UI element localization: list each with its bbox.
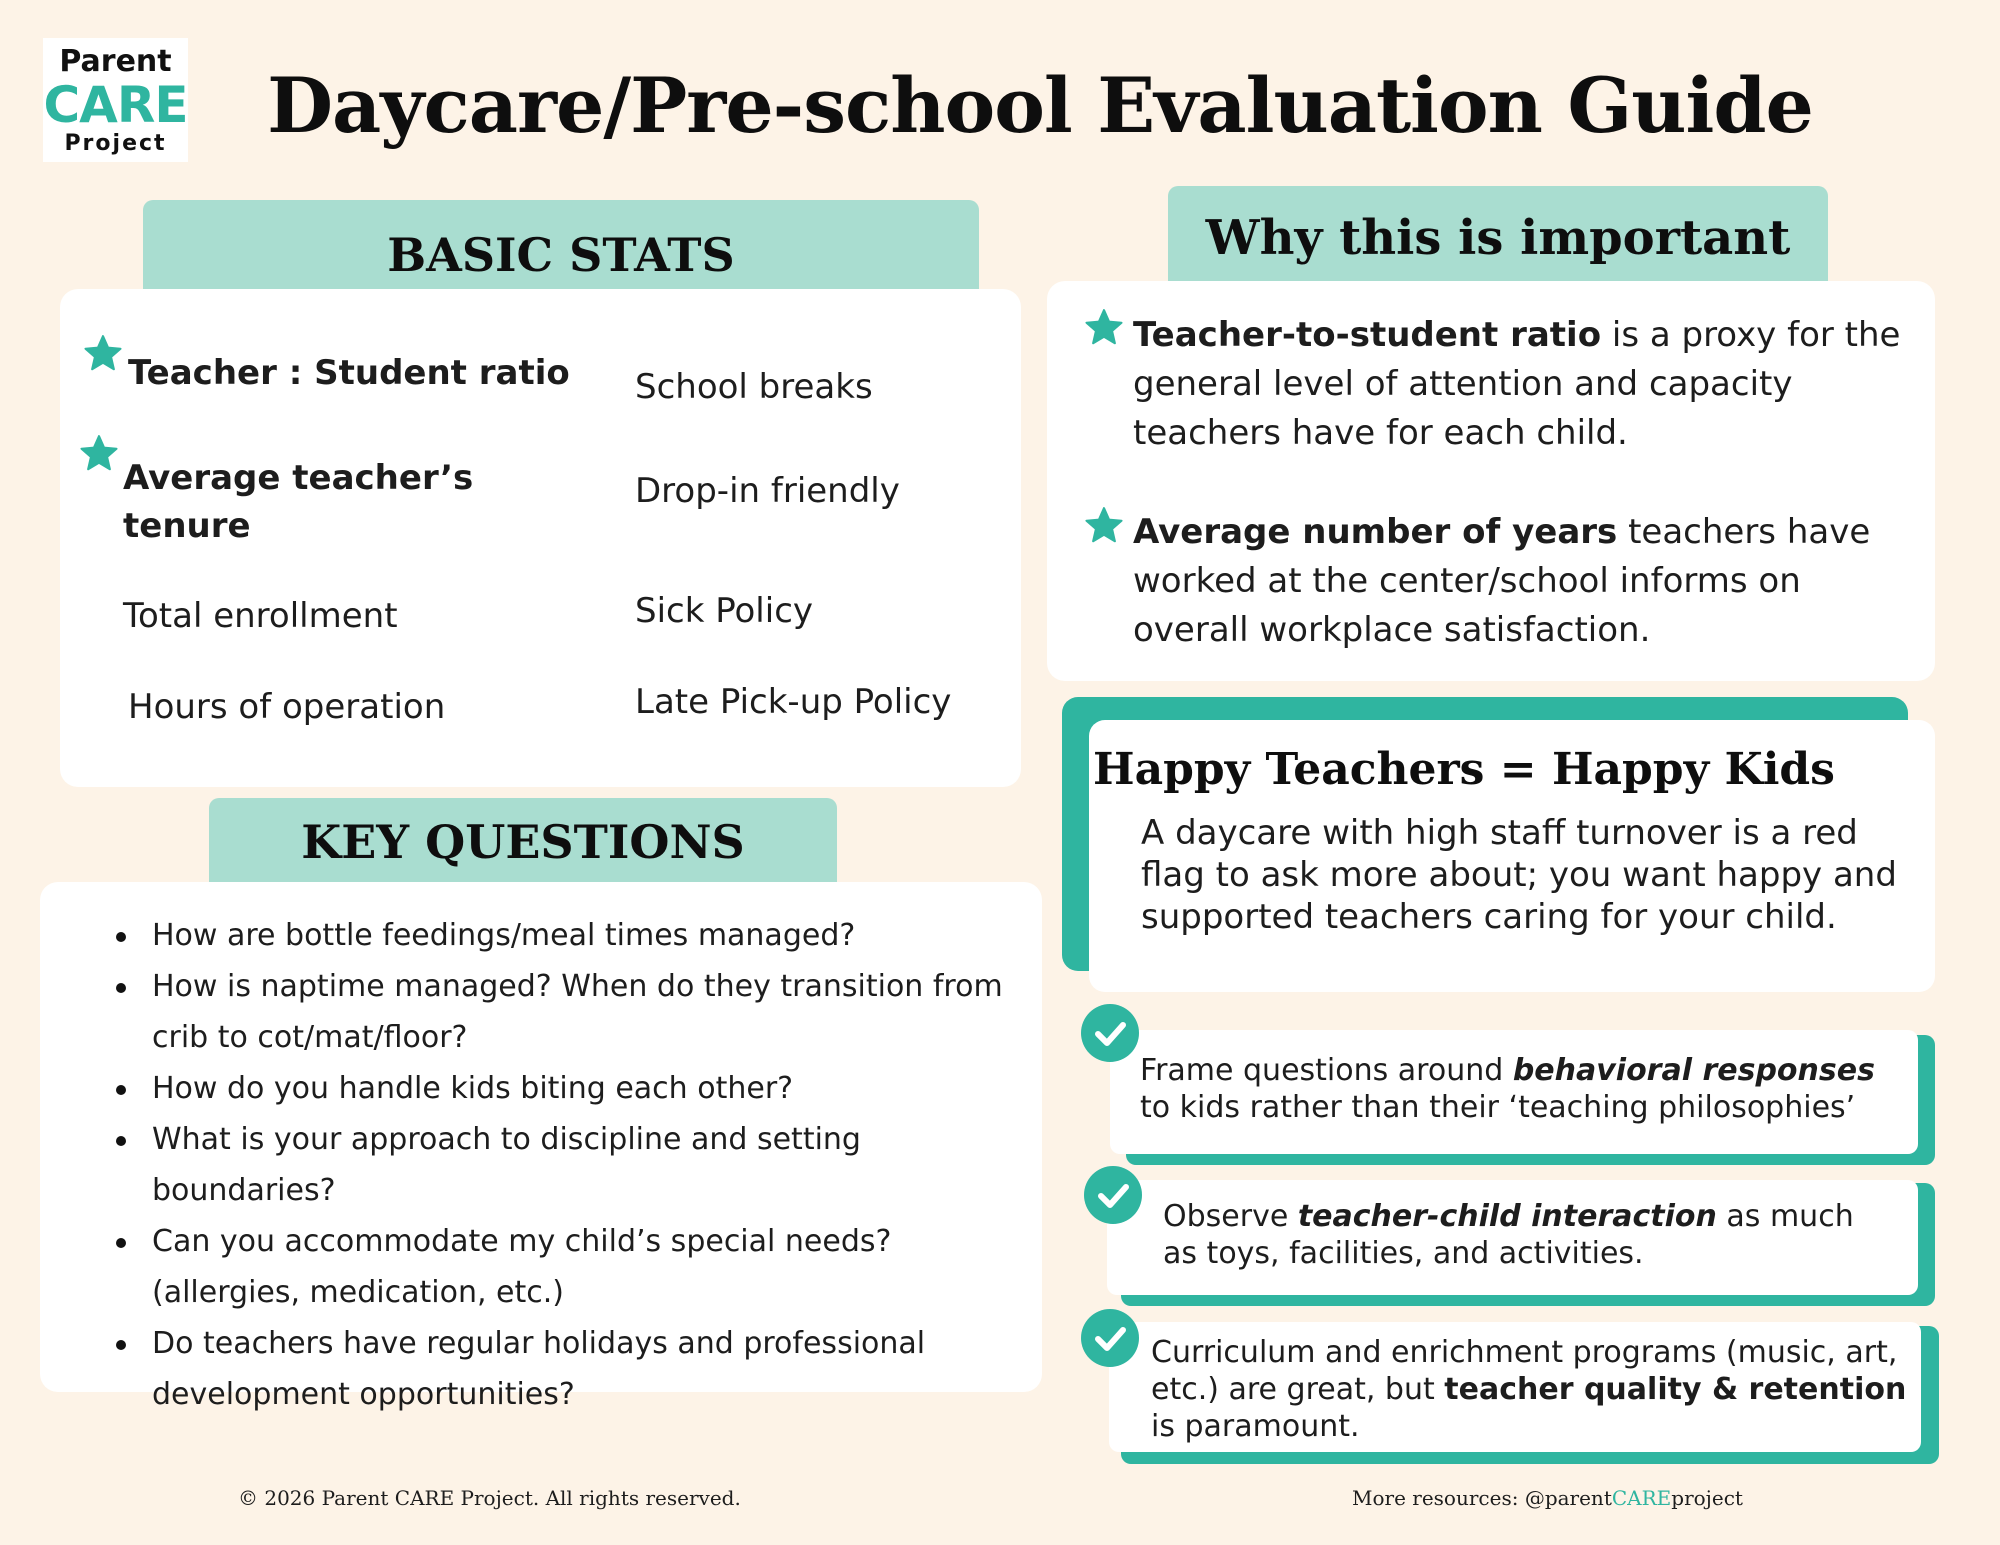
happy-teachers-title: Happy Teachers = Happy Kids — [1093, 744, 1835, 795]
page-title: Daycare/Pre-school Evaluation Guide — [267, 61, 1813, 150]
list-item: What is your approach to discipline and setting boundaries? — [112, 1114, 1012, 1216]
tip-emphasis: teacher quality & retention — [1444, 1372, 1907, 1407]
stat-teacher-student-ratio: Teacher : Student ratio — [128, 353, 570, 393]
stat-school-breaks: School breaks — [635, 367, 873, 407]
logo-line-project: Project — [64, 131, 167, 156]
stat-drop-in-friendly: Drop-in friendly — [635, 471, 900, 511]
why-point-tenure — [1133, 508, 1923, 655]
key-questions-card — [40, 882, 1042, 1412]
check-circle-icon — [1084, 1166, 1142, 1224]
check-circle-icon — [1081, 1309, 1139, 1367]
tip-card — [1110, 1030, 1918, 1154]
why-important-card — [1047, 281, 1935, 681]
stat-average-tenure-line2: tenure — [123, 506, 251, 546]
tip-text-part: Observe — [1163, 1199, 1298, 1234]
tip-text — [1140, 1052, 1910, 1126]
key-questions-heading: KEY QUESTIONS — [209, 798, 837, 888]
why-point-ratio-text: is a proxy for the general level of attention and capacity teachers have for each child. — [1133, 315, 1901, 453]
tip-text-part: Frame questions around — [1140, 1053, 1513, 1088]
logo-line-care: CARE — [43, 76, 188, 134]
resources-accent: CARE — [1611, 1486, 1672, 1510]
basic-stats-heading: BASIC STATS — [143, 200, 979, 294]
stat-total-enrollment: Total enrollment — [123, 596, 398, 636]
resources-footer — [1352, 1484, 1743, 1512]
basic-stats-card — [60, 289, 1021, 787]
copyright-footer: © 2026 Parent CARE Project. All rights reserved. — [238, 1486, 741, 1510]
tip-text-part: as much as toys, facilities, and activities. — [1163, 1199, 1854, 1271]
star-icon — [1083, 505, 1125, 547]
logo-line-parent: Parent — [59, 44, 172, 79]
list-item: Can you accommodate my child’s special needs? (allergies, medication, etc.) — [112, 1216, 1012, 1318]
tip-text — [1163, 1198, 1883, 1272]
why-important-heading: Why this is important — [1168, 186, 1828, 282]
why-point-ratio-bold: Teacher-to-student ratio — [1133, 315, 1602, 355]
tip-text-part: to kids rather than their ‘teaching philosophies’ — [1140, 1090, 1856, 1125]
tip-text-part: is paramount. — [1151, 1409, 1360, 1444]
stat-late-pickup-policy: Late Pick-up Policy — [635, 682, 952, 722]
resources-suffix: project — [1671, 1486, 1743, 1510]
list-item: How do you handle kids biting each other? — [112, 1063, 1012, 1114]
tip-card — [1107, 1180, 1918, 1295]
star-icon — [1083, 307, 1125, 349]
why-point-ratio — [1133, 311, 1923, 458]
why-point-tenure-bold: Average number of years — [1133, 512, 1618, 552]
key-questions-list — [112, 910, 1012, 1420]
tip-card — [1109, 1322, 1921, 1452]
tip-text-part: Curriculum and enrichment programs (music, art, etc.) are great, but — [1151, 1335, 1898, 1407]
happy-teachers-card — [1089, 720, 1935, 992]
list-item: How are bottle feedings/meal times managed? — [112, 910, 1012, 961]
check-circle-icon — [1081, 1004, 1139, 1062]
stat-average-tenure-line1: Average teacher’s — [123, 458, 474, 498]
resources-prefix: More resources: @parent — [1352, 1486, 1612, 1510]
happy-teachers-body: A daycare with high staff turnover is a red flag to ask more about; you want happy and supported teachers caring for your child. — [1141, 813, 1897, 937]
stat-hours-of-operation: Hours of operation — [128, 687, 446, 727]
star-icon — [82, 333, 124, 375]
stat-sick-policy: Sick Policy — [635, 591, 814, 631]
star-icon — [78, 433, 120, 475]
list-item: Do teachers have regular holidays and professional development opportunities? — [112, 1318, 1012, 1420]
list-item: How is naptime managed? When do they transition from crib to cot/mat/floor? — [112, 961, 1012, 1063]
tip-emphasis: teacher-child interaction — [1297, 1199, 1717, 1234]
tip-emphasis: behavioral responses — [1512, 1053, 1875, 1088]
tip-text — [1151, 1334, 1911, 1445]
logo — [43, 38, 188, 162]
why-point-tenure-text: teachers have worked at the center/school informs on overall workplace satisfaction. — [1133, 512, 1871, 650]
